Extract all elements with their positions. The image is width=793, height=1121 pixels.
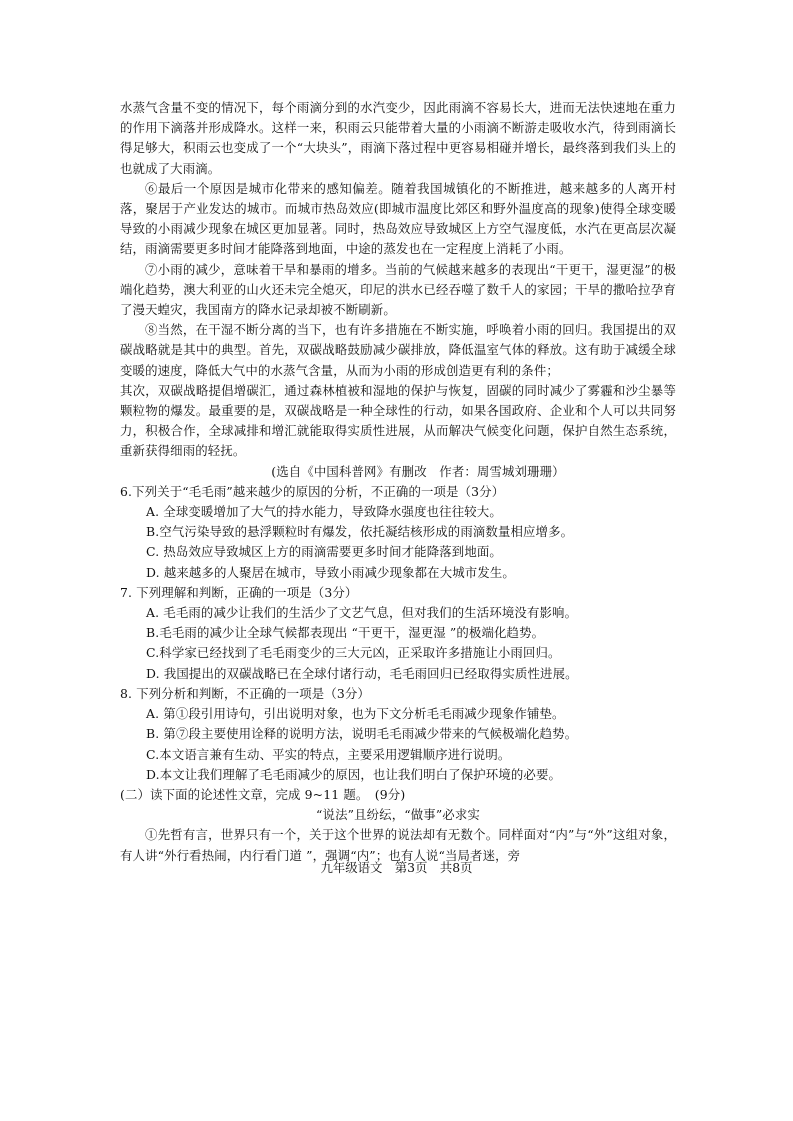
question-stem: 6.下列关于“毛毛雨”越来越少的原因的分析，不正确的一项是（3分） [120,483,505,499]
option-d: D. 我国提出的双碳战略已在全球付诸行动，毛毛雨回归已经取得实质性进展。 [146,665,578,681]
question-6 [120,482,676,583]
essay-title: “说法”且纷纭，“做事”必求实 [316,807,480,823]
option-c: C.本文语言兼有生动、平实的特点，主要采用逻辑顺序进行说明。 [146,746,511,762]
option-b: B.空气污染导致的悬浮颗粒时有爆发，依托凝结核形成的雨滴数量相应增多。 [146,524,574,540]
passage-paragraph-6: ⑥最后一个原因是城市化带来的感知偏差。随着我国城镇化的不断推进，越来越多的人离开村落，聚居于产业发达的城市。而城市热岛效应(即城市温度比郊区和野外温度高的现象)使得全球变暖导致的小雨减少现象在城区更加显著。同时，热岛效应导致城区上方空气湿度低，水汽在更高层次凝结，雨滴需要更多时间才能降落到地面，中途的蒸发也在一定程度上消耗了小雨。 [120,180,676,257]
question-stem: 7. 下列理解和判断，正确的一项是（3分） [120,584,358,600]
option-a: A. 毛毛雨的减少让我们的生活少了文艺气息，但对我们的生活环境没有影响。 [146,605,578,621]
passage-paragraph-8: ⑧当然，在干湿不断分离的当下，也有许多措施在不断实施，呼唤着小雨的回归。我国提出的双碳战略就是其中的典型。首先，双碳战略鼓励减少碳排放，降低温室气体的释放。这有助于减缓全球变暖的速度，降低大气中的水蒸气含量，从而为小雨的形成创造更有利的条件； [120,322,676,378]
passage-paragraph-8-cont: 其次，双碳战略提倡增碳汇，通过森林植被和湿地的保护与恢复，固碳的同时减少了雾霾和沙尘暴等颗粒物的爆发。最重要的是，双碳战略是一种全球性的行动，如果各国政府、企业和个人可以共同努力，积极合作，全球减排和增汇就能取得实质性进展，从而解决气候变化问题，保护自然生态系统，重新获得细雨的轻抚。 [120,382,676,459]
option-c: C. 热岛效应导致城区上方的雨滴需要更多时间才能降落到地面。 [146,544,502,560]
option-d: D.本文让我们理解了毛毛雨减少的原因，也让我们明白了保护环境的必要。 [146,766,562,782]
essay-paragraph-1: ①先哲有言，世界只有一个，关于这个世界的说法却有无数个。同样面对“内”与“外”这组对象，有人讲“外行看热闹，内行看门道 ”，强调“内”；也有人说“当局者迷，旁 [120,827,676,863]
option-b: B.毛毛雨的减少让全球气候都表现出 “干更干，湿更湿 ”的极端化趋势。 [146,625,545,641]
passage-source: (选自《中国科普网》有删改 作者：周雪城刘珊珊） [271,463,565,479]
option-a: A. 全球变暖增加了大气的持水能力，导致降水强度也往往较大。 [146,504,502,520]
passage-paragraph-continued: 水蒸气含量不变的情况下，每个雨滴分到的水汽变少，因此雨滴不容易长大，进而无法快速地在重力的作用下滴落并形成降水。这样一来，积雨云只能带着大量的小雨滴不断游走吸收水汽，待到雨滴长得足够大，积雨云也变成了一个“大块头”，雨滴下落过程中更容易相碰并增长，最终落到我们头上的也就成了大雨滴。 [120,100,676,176]
question-8 [120,684,676,785]
option-b: B. 第⑦段主要使用诠释的说明方法，说明毛毛雨减少带来的气候极端化趋势。 [146,726,578,742]
question-7 [120,583,676,684]
option-d: D. 越来越多的人聚居在城市，导致小雨减少现象都在大城市发生。 [146,564,515,580]
exam-page-content [120,98,676,866]
page-footer: 九年级语文 第3页 共8页 [320,860,473,875]
section-2-heading: (二）读下面的论述性文章，完成 9~11 题。 (9分) [120,786,406,802]
passage-paragraph-7: ⑦小雨的减少，意味着干旱和暴雨的增多。当前的气候越来越多的表现出“干更干，湿更湿”的极端化趋势，澳大利亚的山火还未完全熄灭，印尼的洪水已经吞噬了数千人的家园；干旱的撒哈拉孕育了漫天蝗灾，我国南方的降水记录却被不断刷新。 [120,261,676,318]
question-stem: 8. 下列分析和判断，不正确的一项是（3分） [120,685,370,701]
option-a: A. 第①段引用诗句，引出说明对象，也为下文分析毛毛雨减少现象作铺垫。 [146,706,565,722]
option-c: C.科学家已经找到了毛毛雨变少的三大元凶，正采取许多措施让小雨回归。 [146,645,561,661]
